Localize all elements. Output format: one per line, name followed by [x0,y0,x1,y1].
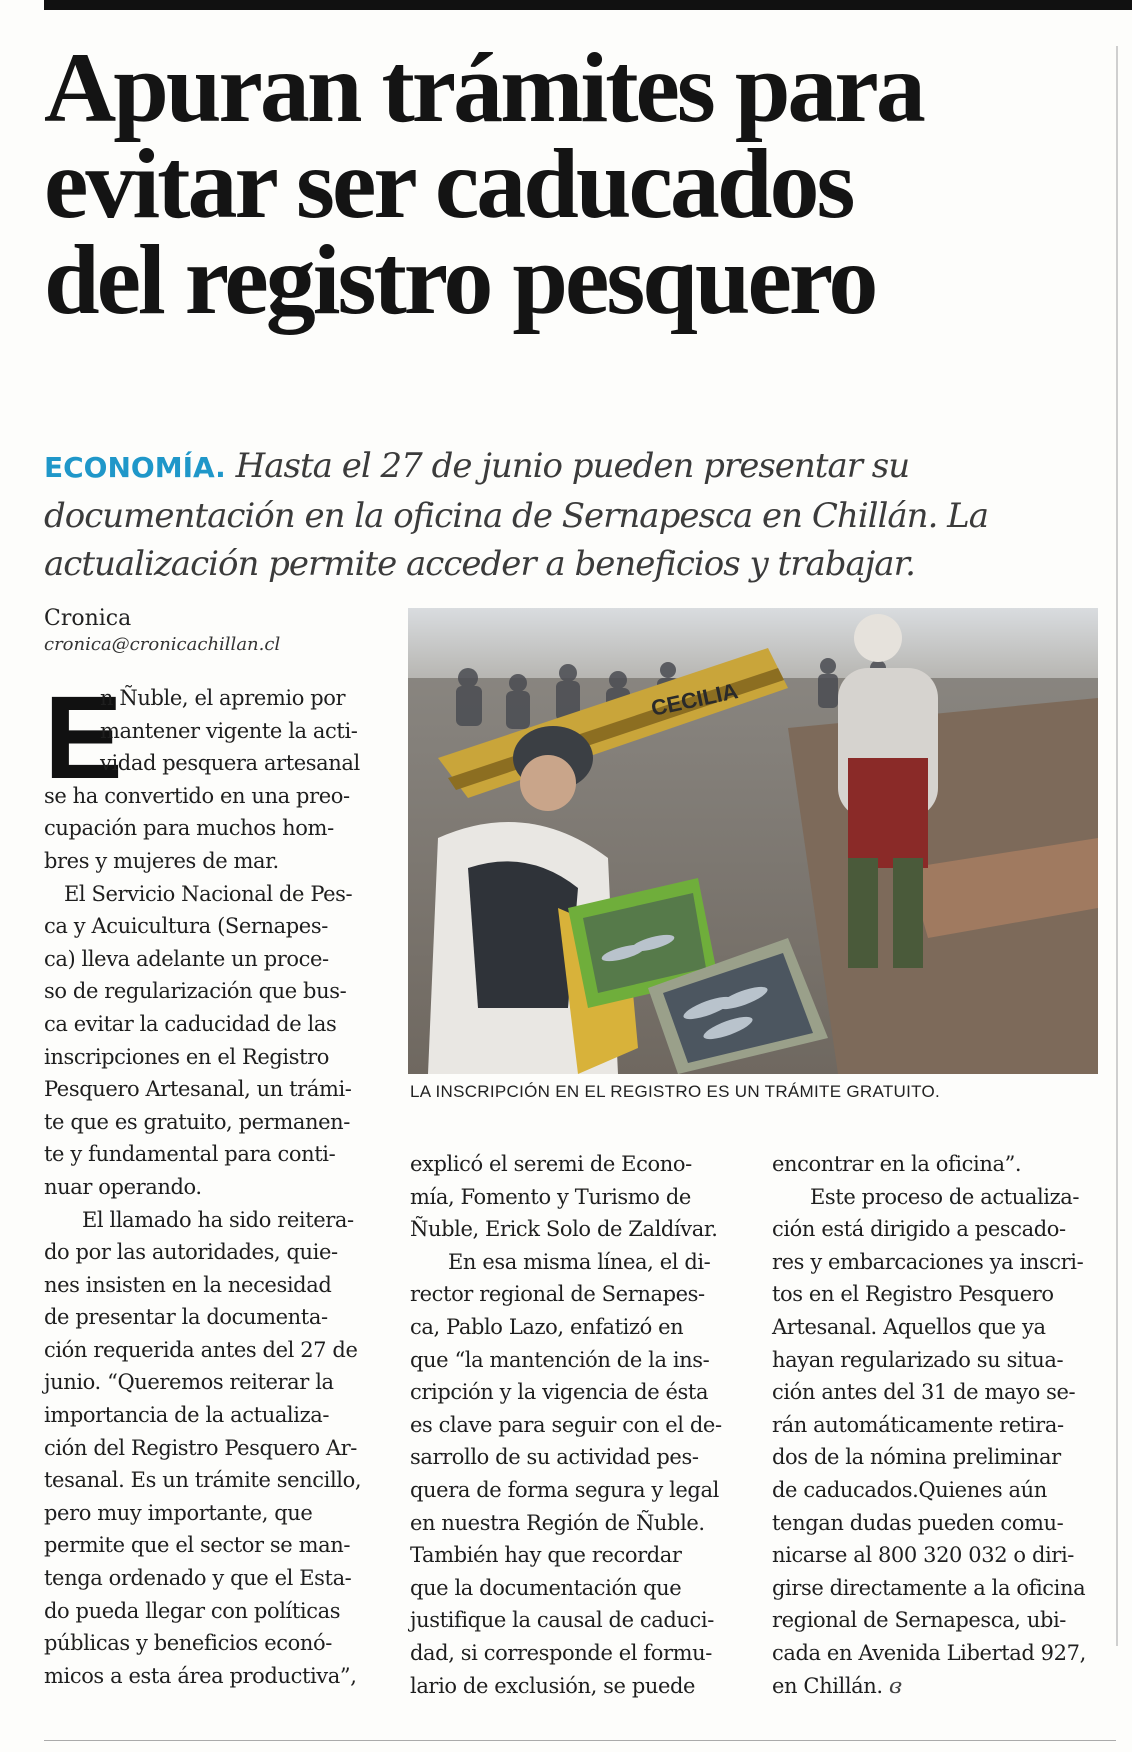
body-line: quera de forma segura y legal [410,1477,719,1502]
body-line: que “la mantención de la ins- [410,1347,710,1372]
body-column-1 [44,672,374,1692]
bottom-rule [44,1740,1116,1741]
body-line: junio. “Queremos reiterar la [44,1370,334,1395]
body-line: Este proceso de actualiza- [810,1184,1080,1209]
boat-name: CECILIA [648,678,741,721]
body-line: mantener vigente la acti- [100,718,358,743]
body-line: n Ñuble, el apremio por [100,686,346,710]
body-line: permite que el sector se man- [44,1533,351,1558]
body-line: ca evitar la caducidad de las [44,1011,337,1036]
body-line: girse directamente a la oficina [772,1575,1086,1600]
body-column-2 [410,1148,740,1702]
body-line: tengan dudas pueden comu- [772,1510,1064,1535]
body-line: ción está dirigido a pescado- [772,1217,1066,1242]
body-line: explicó el seremi de Econo- [410,1152,692,1176]
body-line: El llamado ha sido reitera- [82,1207,354,1232]
headline-line: Apuran trámites para [44,32,923,143]
headline-line: del registro pesquero [44,224,876,335]
body-line: cripción y la vigencia de ésta [410,1380,709,1405]
body-line: de caducados.Quienes aún [772,1477,1047,1502]
deck-line-3: actualización permite acceder a beneficios y trabajar. [44,544,915,584]
body-line: encontrar en la oficina”. [772,1152,1022,1176]
headline [44,32,1114,335]
body-line: públicas y beneficios econó- [44,1631,332,1656]
body-line: ción del Registro Pesquero Ar- [44,1435,357,1460]
body-line: ca, Pablo Lazo, enfatizó en [410,1314,684,1339]
body-line: Pesquero Artesanal, un trámi- [44,1077,352,1102]
body-line: do por las autoridades, quie- [44,1240,338,1265]
body-line: res y embarcaciones ya inscri- [772,1249,1084,1274]
body-line: mía, Fomento y Turismo de [410,1184,691,1209]
article-photo [408,608,1098,1074]
body-line: bres y mujeres de mar. [44,848,279,873]
body-line: es clave para seguir con el de- [410,1412,722,1437]
body-line: ción requerida antes del 27 de [44,1337,358,1362]
body-line: micos a esta área productiva”, [44,1663,357,1688]
deck-line-2: documentación en la oficina de Sernapesca en Chillán. La [44,496,989,536]
body-line: sarrollo de su actividad pes- [410,1445,699,1470]
body-line: dad, si corresponde el formu- [410,1640,712,1665]
deck-text: Hasta el 27 de junio pueden presentar su [235,446,910,486]
body-line: cupación para muchos hom- [44,816,334,841]
body-line-text: en Chillán. [772,1673,883,1698]
body-line: Artesanal. Aquellos que ya [772,1314,1046,1339]
drop-cap: E [44,672,123,804]
end-mark-icon: ɞ [888,1673,902,1698]
body-line: tesanal. Es un trámite sencillo, [44,1468,362,1493]
body-line: También hay que recordar [410,1543,682,1568]
body-line: ca) lleva adelante un proce- [44,946,329,971]
body-line: so de regularización que bus- [44,979,347,1004]
top-rule [44,0,1132,10]
body-line: inscripciones en el Registro [44,1044,330,1069]
body-line: que la documentación que [410,1575,682,1600]
photo-caption: LA INSCRIPCIÓN EN EL REGISTRO ES UN TRÁMITE GRATUITO. [410,1082,941,1101]
deck-line-1 [44,442,1104,492]
body-line: cada en Avenida Libertad 927, [772,1640,1086,1665]
body-line: tenga ordenado y que el Esta- [44,1566,352,1591]
body-line: lario de exclusión, se puede [410,1673,696,1698]
body-line: vidad pesquera artesanal [100,751,360,776]
body-line: te y fundamental para conti- [44,1142,336,1167]
body-line: tos en el Registro Pesquero [772,1282,1054,1307]
body-line: te que es gratuito, permanen- [44,1109,350,1134]
body-line: en nuestra Región de Ñuble. [410,1510,705,1535]
body-line: nicarse al 800 320 032 o diri- [772,1543,1074,1568]
body-line: regional de Sernapesca, ubi- [772,1608,1067,1633]
body-line: pero muy importante, que [44,1500,313,1525]
body-line: ca y Acuicultura (Sernapes- [44,914,328,939]
body-line: ción antes del 31 de mayo se- [772,1380,1076,1405]
body-line: se ha convertido en una preo- [44,783,350,808]
body-line: En esa misma línea, el di- [448,1249,711,1274]
fishermen-photo-illustration [408,608,1098,1074]
body-line: Ñuble, Erick Solo de Zaldívar. [410,1217,718,1242]
column-divider [1116,46,1118,1646]
section-kicker: ECONOMÍA. [44,451,226,484]
body-line: do pueda llegar con políticas [44,1598,341,1623]
byline-email[interactable]: cronica@cronicachillan.cl [44,634,281,655]
body-line: nuar operando. [44,1174,202,1199]
deck [44,442,1104,588]
body-column-3 [772,1148,1102,1702]
body-line: justifique la causal de caduci- [410,1608,714,1633]
headline-line: evitar ser caducados [44,128,853,239]
body-line: dos de la nómina preliminar [772,1445,1061,1470]
body-line: rán automáticamente retira- [772,1412,1064,1437]
byline-author: Cronica [44,606,132,631]
body-line-last [772,1670,1102,1703]
body-line: rector regional de Sernapes- [410,1282,705,1307]
body-line: de presentar la documenta- [44,1305,328,1330]
body-line: El Servicio Nacional de Pes- [64,881,353,906]
body-line: importancia de la actualiza- [44,1403,330,1428]
body-line: hayan regularizado su situa- [772,1347,1064,1372]
body-line: nes insisten en la necesidad [44,1272,332,1297]
